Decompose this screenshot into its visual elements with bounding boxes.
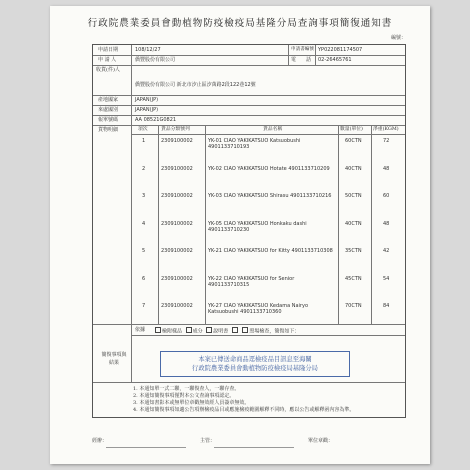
row-item-number: 3: [142, 193, 146, 199]
consignee-label: 收貨(件)人: [96, 67, 120, 73]
row-item-number: 7: [142, 303, 146, 309]
row-goods-name: YK-05 CIAO YAKIKATSUO Honkaku dashi 4901133710230: [208, 220, 307, 233]
row-quantity: 40CTN: [345, 165, 362, 172]
ship-from-label: 來處國別: [98, 107, 119, 113]
reply-label: 簡復事項與結果: [101, 352, 127, 366]
shipment-number-value: AA 08521G0821: [135, 117, 177, 123]
row-goods-name: YK-21 CIAO YAKIKATSUO for Kitty 4901133710308: [208, 248, 333, 254]
row-quantity: 45CTN: [345, 275, 362, 282]
row-goods-code: 2309100002: [161, 248, 193, 254]
goods-detail-label: 貨物明細: [98, 127, 119, 133]
stamp-line-1: 本案已傳送命商品逕檢疫品目訊息至海關: [198, 356, 312, 363]
document-number-label: 編號：: [390, 35, 406, 41]
shipment-number-label: 報單號碼: [98, 117, 119, 123]
customs-notice-stamp: [160, 351, 350, 377]
note-2: 2. 本通知簡復事項僅對本公文查詢事項認定。: [133, 393, 235, 399]
row-quantity: 60CTN: [345, 138, 362, 144]
column-header-name: 貨品名稱: [263, 127, 283, 132]
row-net-weight: 42: [383, 248, 390, 254]
row-quantity: 70CTN: [345, 303, 362, 309]
ship-from-value: JAPAN(JP): [135, 107, 159, 113]
row-goods-name: YK-22 CIAO YAKIKATSUO for Senior 4901133710315: [208, 275, 295, 288]
handler-label: 經辦：: [92, 438, 108, 444]
origin-country-label: 產地國家: [98, 97, 119, 103]
row-item-number: 5: [142, 248, 146, 254]
phone-value: 02-26465761: [318, 57, 352, 63]
applicant-value: 僑豐股份有限公司: [135, 57, 176, 63]
checkbox-blank[interactable]: [232, 327, 238, 333]
row-net-weight: 60: [383, 193, 390, 199]
row-net-weight: 54: [383, 275, 390, 282]
basis-options: [153, 327, 299, 335]
row-item-number: 1: [142, 138, 146, 144]
consignee-value: 僑豐股份有限公司 新北市汐止區汐萬路2段122巷12號: [135, 82, 256, 88]
option-sample: 檢附樣品: [162, 328, 183, 335]
notice-document: [50, 6, 430, 464]
apply-date-value: 108/12/27: [135, 47, 161, 53]
unit-stamp-label: 單位章戳：: [308, 438, 334, 444]
column-header-code: 貨品分類號列: [161, 127, 190, 132]
row-item-number: 6: [142, 275, 146, 282]
row-goods-code: 2309100002: [161, 220, 193, 227]
note-4: 4. 本通知簡復事項如適公告項辦檢疫品目或應施檢疫範圍解釋不同時，應以公告或解釋函內容為準。: [133, 407, 355, 413]
apply-number-value: YP022081174507: [318, 47, 363, 53]
row-quantity: 50CTN: [345, 193, 362, 199]
column-header-weight: 淨重(KGM): [373, 127, 399, 132]
checkbox-ingredient[interactable]: [186, 327, 192, 333]
row-goods-code: 2309100002: [161, 193, 193, 199]
row-net-weight: 48: [383, 220, 390, 227]
apply-number-label: 申請書編號: [291, 47, 314, 52]
row-goods-code: 2309100002: [161, 303, 193, 309]
row-goods-code: 2309100002: [161, 138, 193, 144]
row-quantity: 40CTN: [345, 220, 362, 227]
row-net-weight: 72: [383, 138, 390, 144]
option-manual: 說明書: [213, 328, 229, 335]
row-item-number: 4: [142, 220, 146, 227]
phone-label: 電 話: [291, 57, 312, 63]
apply-date-label: 申請日期: [98, 47, 119, 53]
checkbox-onsite[interactable]: [242, 327, 248, 333]
origin-country-value: JAPAN(JP): [135, 97, 159, 103]
row-goods-name: YK-27 CIAO YAKIKATSUO Kedama Nairyo Katsuobushi 4901133710360: [208, 303, 308, 315]
row-goods-name: YK-03 CIAO YAKIKATSUO Shirasu 4901133710216: [208, 193, 332, 199]
column-header-quantity: 數量(單位): [340, 127, 363, 132]
stamp-line-2: 行政院農業委員會動植物防疫檢疫局基隆分局: [192, 365, 318, 372]
row-net-weight: 84: [383, 303, 390, 309]
column-header-item: 項次: [138, 127, 148, 132]
option-onsite: 照場檢查，簡復如下：: [249, 328, 300, 335]
row-goods-name: YK-02 CIAO YAKIKATSUO Hotate 4901133710209: [208, 165, 330, 172]
row-goods-code: 2309100002: [161, 165, 193, 172]
supervisor-label: 主管：: [200, 438, 216, 444]
option-ingredient: 成分: [192, 328, 203, 335]
row-item-number: 2: [142, 165, 146, 172]
row-goods-name: YK-01 CIAO YAKIKATSUO Katsuobushi 4901133710193: [208, 138, 301, 150]
note-3: 3. 本通知書影本或無單位章戳無效經人員簽章無效。: [133, 400, 250, 406]
document-title: 行政院農業委員會動植物防疫檢疫局基隆分局查詢事項簡復通知書: [87, 18, 393, 29]
row-net-weight: 48: [383, 165, 390, 172]
checkbox-sample[interactable]: [155, 327, 161, 333]
basis-label: 依據: [135, 327, 146, 333]
applicant-label: 申 請 人: [98, 57, 117, 63]
row-goods-code: 2309100002: [161, 275, 193, 282]
checkbox-manual[interactable]: [206, 327, 212, 333]
note-1: 1. 本通知單一式二聯，一聯復查人，一聯存查。: [133, 386, 240, 392]
row-quantity: 35CTN: [345, 248, 362, 254]
